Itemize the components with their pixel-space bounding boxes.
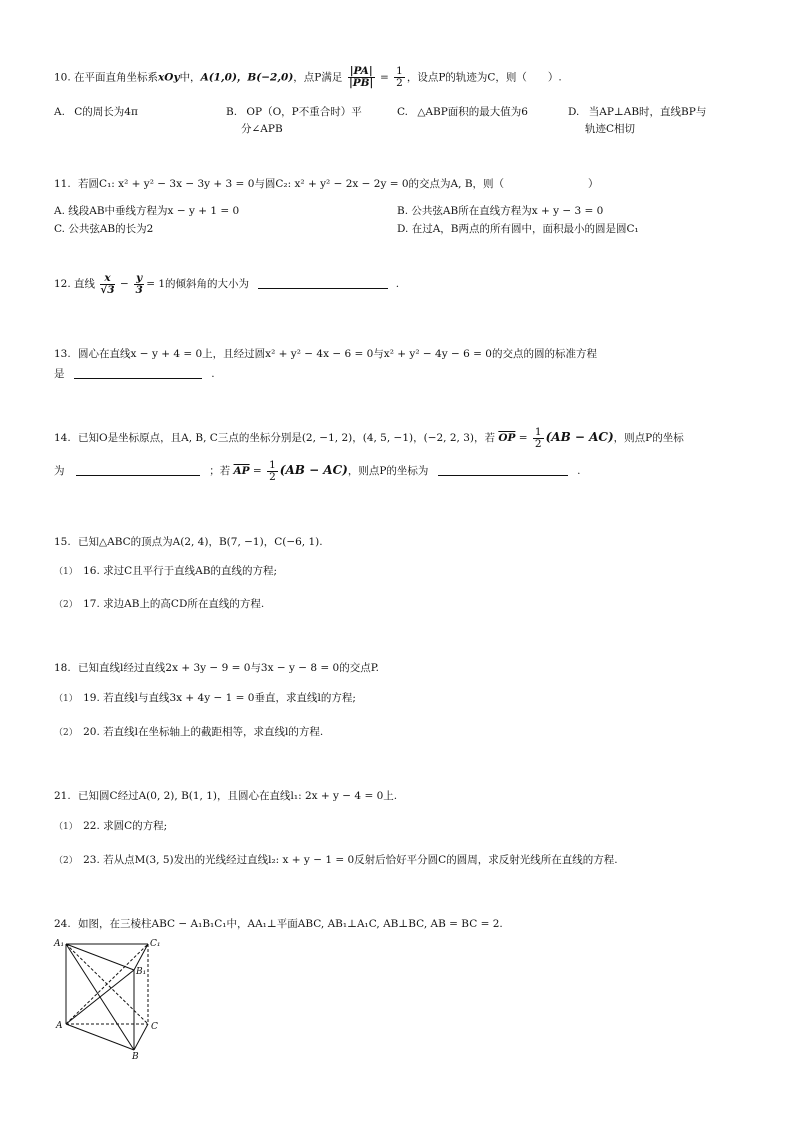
q14-line2: 为 ；若 $\overline{AP}$ = $\frac{1}{2}$ (AB − AC)，则点P的坐标为 . [54,458,581,483]
q18-number: 18. [54,662,71,674]
diag-a1-b [66,944,134,1050]
q10-ratio-fraction: $\frac{|PA|}{|PB|}$ [348,65,374,89]
q14-line1: 14. 已知O是坐标原点，且A, B, C三点的坐标分别是(2, −1, 2)，(4, 5, −1)，(−2, 2, 3)，若 $\overline{OP}$ = $\frac{1}{2}$ (AB − AC)，则点P的坐标 [54,425,684,450]
q18-sub1: （1） 19. 若直线l与直线3x + 4y − 1 = 0垂直，求直线l的方程; [54,692,356,704]
q10-stem: 10. 在平面直角坐标系xOy中，A(1,0)，B(−2,0)，点P满足 $\frac{|PA|}{|PB|}$ = $\frac{1}{2}$ ，设点P的轨迹为C，则（ ）. [54,65,562,89]
q10-option-d[interactable]: D. 当AP⊥AB时，直线BP与 轨迹C相切 [568,106,707,135]
q12-answer-blank[interactable] [258,288,388,289]
label-a1: A₁ [54,939,65,949]
q10-number: 10. [54,71,71,84]
label-b1: B₁ [136,967,147,977]
q15-number: 15. [54,536,71,548]
label-b: B [132,1052,139,1060]
edge-b-c [134,1024,148,1050]
q14-half-fraction-2: $\frac{1}{2}$ [269,458,276,483]
q18-stem: 18. 已知直线l经过直线2x + 3y − 9 = 0与3x − y − 8 = 0的交点P. [54,662,379,674]
q18-sub2: （2） 20. 若直线l在坐标轴上的截距相等，求直线l的方程. [54,726,324,738]
q15-stem: 15. 已知△ABC的顶点为A(2, 4)，B(7, −1)，C(−6, 1). [54,536,323,548]
q21-sub1: （1） 22. 求圆C的方程; [54,820,168,832]
q24-number: 24. [54,918,71,930]
q11-option-b[interactable]: B. 公共弦AB所在直线方程为x + y − 3 = 0 [397,205,604,217]
q15-sub2: （2） 17. 求边AB上的高CD所在直线的方程. [54,598,265,610]
edge-a-b [66,1024,134,1050]
q13-line2: 是 . [54,368,215,380]
q11-option-d[interactable]: D. 在过A，B两点的所有圆中，面积最小的圆是圆C₁ [397,223,639,235]
q21-stem: 21. 已知圆C经过A(0, 2), B(1, 1)，且圆心在直线l₁: 2x + y − 4 = 0上. [54,790,398,802]
q14-vector-diff-2: (AB − AC) [279,463,348,477]
q13-number: 13. [54,348,71,360]
q12-stem: 12. 直线 $\frac{x}{√3}$ − $\frac{y}{3}$ = 1的倾斜角的大小为 . [54,271,400,296]
q11-option-a[interactable]: A. 线段AB中垂线方程为x − y + 1 = 0 [54,205,240,217]
q14-answer-blank-1[interactable] [76,475,200,476]
q10-option-a[interactable]: A. C的周长为4π [54,106,138,118]
q14-vector-diff-1: (AB − AC) [545,430,614,444]
q12-number: 12. [54,278,71,290]
q12-fraction-y: $\frac{y}{3}$ [135,271,143,296]
q15-sub1: （1） 16. 求过C且平行于直线AB的直线的方程; [54,565,277,577]
label-a: A [56,1021,63,1031]
q24-prism-figure [50,936,170,1060]
q11-number: 11. [54,178,71,190]
q14-vector-op: $\overline{OP}$ [498,432,516,444]
q10-option-b[interactable]: B. OP（O，P不重合时）平 分∠APB [226,106,362,135]
q21-sub2: （2） 23. 若从点M(3, 5)发出的光线经过直线l₂: x + y − 1 = 0反射后恰好平分圆C的圆周，求反射光线所在直线的方程. [54,854,618,866]
q14-answer-blank-2[interactable] [438,475,568,476]
q14-vector-ap: $\overline{AP}$ [233,465,250,477]
q10-half-fraction: $\frac{1}{2}$ [396,65,403,89]
q11-option-c[interactable]: C. 公共弦AB的长为2 [54,223,154,235]
q10-option-c[interactable]: C. △ABP面积的最大值为6 [397,106,528,118]
q13-answer-blank[interactable] [74,378,202,379]
q21-number: 21. [54,790,71,802]
q11-stem: 11. 若圆C₁: x² + y² − 3x − 3y + 3 = 0与圆C₂: x² + y² − 2x − 2y = 0的交点为A, B，则（ ） [54,178,599,190]
edge-a1-b1 [66,944,134,970]
label-c1: C₁ [150,939,161,949]
q13-stem: 13. 圆心在直线x − y + 4 = 0上，且经过圆x² + y² − 4x − 6 = 0与x² + y² − 4y − 6 = 0的交点的圆的标准方程 [54,348,597,360]
q24-stem: 24. 如图，在三棱柱ABC − A₁B₁C₁中，AA₁⊥平面ABC, AB₁⊥A₁C, AB⊥BC, AB = BC = 2. [54,918,503,930]
q12-fraction-x: $\frac{x}{√3}$ [100,271,115,296]
q14-number: 14. [54,432,71,444]
q14-half-fraction-1: $\frac{1}{2}$ [534,425,542,450]
label-c: C [151,1022,158,1032]
